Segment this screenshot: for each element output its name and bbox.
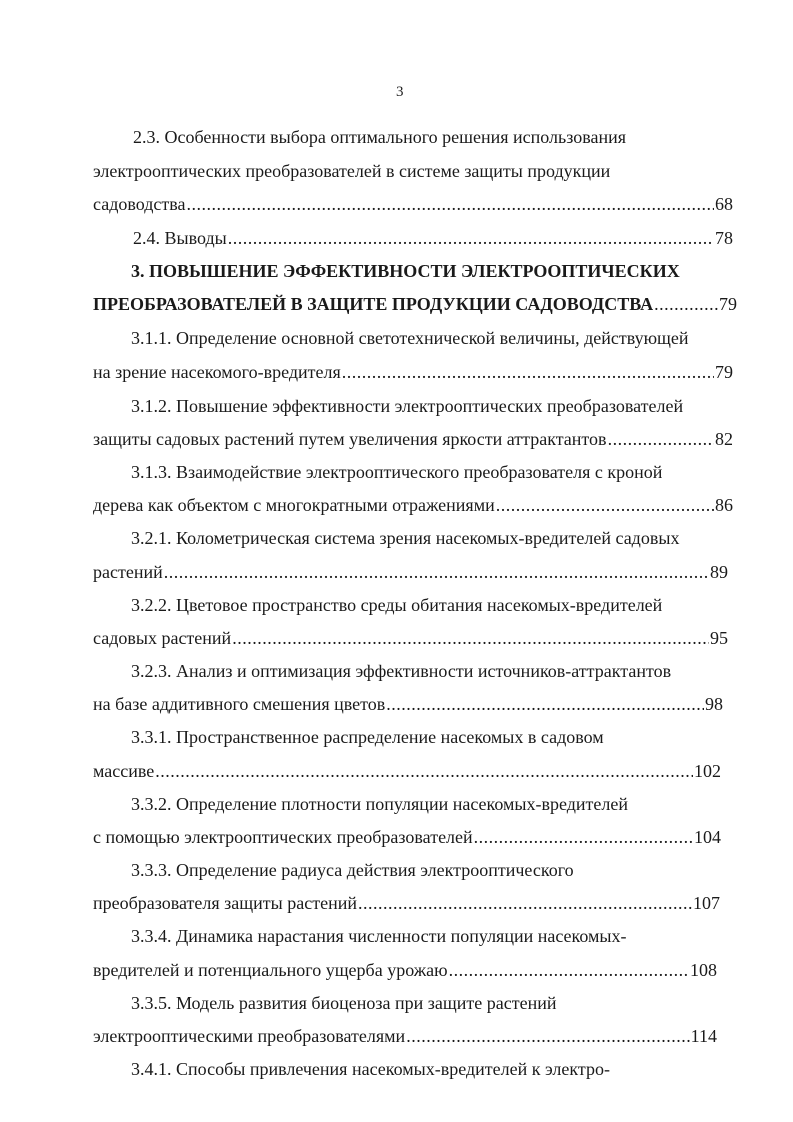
toc-entry-3-3-3-text: преобразователя защиты растений — [93, 893, 357, 913]
toc-entry-3-1-2-line2 — [93, 428, 733, 450]
toc-entry-3-3-5-page: 114 — [690, 1026, 717, 1046]
toc-entry-3-1-1-text: на зрение насекомого-вредителя — [93, 362, 341, 382]
dot-leader — [386, 693, 704, 715]
toc-entry-3-1-1-line2 — [93, 361, 733, 383]
toc-entry-3-2-1-text: растений — [93, 562, 163, 582]
toc-entry-2-3-page: 68 — [715, 194, 733, 214]
toc-entry-3-1-1-page: 79 — [715, 362, 733, 382]
dot-leader — [155, 760, 693, 782]
toc-entry-3-3-4-text: вредителей и потенциального ущерба урожаю — [93, 960, 448, 980]
toc-entry-2-3-line1: 2.3. Особенности выбора оптимального решения использования — [133, 127, 627, 147]
dot-leader — [342, 361, 714, 383]
toc-entry-3-2-3-line1: 3.2.3. Анализ и оптимизация эффективности источников-аттрактантов — [131, 661, 672, 681]
toc-entry-3-3-1-line1: 3.3.1. Пространственное распределение насекомых в садовом — [131, 727, 604, 747]
toc-entry-3-3-4-line1: 3.3.4. Динамика нарастания численности популяции насекомых- — [131, 926, 627, 946]
toc-entry-3-3-4-line2 — [93, 959, 717, 981]
toc-entry-3-1-2-text: защиты садовых растений путем увеличения яркости аттрактантов — [93, 429, 607, 449]
toc-entry-3-1-3-line1: 3.1.3. Взаимодействие электрооптического преобразователя с кроной — [131, 462, 663, 482]
toc-entry-2-3-line3 — [93, 193, 733, 215]
toc-entry-3-3-3-line1: 3.3.3. Определение радиуса действия электрооптического — [131, 860, 574, 880]
toc-entry-3-3-1-line2 — [93, 760, 721, 782]
toc-entry-3-2-1-line1: 3.2.1. Колометрическая система зрения насекомых-вредителей садовых — [131, 528, 680, 548]
toc-entry-3-4-1-line1: 3.4.1. Способы привлечения насекомых-вредителей к электро- — [131, 1059, 610, 1079]
toc-entry-2-4-page: 78 — [715, 228, 733, 248]
toc-entry-2-3-text: садоводства — [93, 194, 186, 214]
chapter-3-heading-text: ПРЕОБРАЗОВАТЕЛЕЙ В ЗАЩИТЕ ПРОДУКЦИИ САДОВОДСТВА — [93, 294, 654, 314]
toc-entry-3-1-2-line1: 3.1.2. Повышение эффективности электрооптических преобразователей — [131, 396, 684, 416]
toc-entry-2-4-text: 2.4. Выводы — [133, 228, 227, 248]
dot-leader — [164, 561, 709, 583]
toc-entry-3-2-1-line2 — [93, 561, 728, 583]
toc-entry-3-2-2-text: садовых растений — [93, 628, 232, 648]
chapter-3-page: 79 — [719, 294, 737, 314]
toc-entry-2-3-line2: электрооптических преобразователей в системе защиты продукции — [93, 161, 611, 181]
toc-entry-3-3-3-line2 — [93, 892, 720, 914]
toc-entry-3-2-3-text: на базе аддитивного смешения цветов — [93, 694, 386, 714]
toc-entry-2-4 — [133, 227, 733, 249]
toc-entry-3-2-2-page: 95 — [710, 628, 728, 648]
toc-entry-3-3-5-text: электрооптическими преобразователями — [93, 1026, 406, 1046]
dot-leader — [474, 826, 693, 848]
toc-entry-3-3-1-text: массиве — [93, 761, 155, 781]
dot-leader — [496, 494, 714, 516]
toc-entry-3-1-3-line2 — [93, 494, 733, 516]
toc-entry-3-3-1-page: 102 — [694, 761, 721, 781]
dot-leader — [358, 892, 692, 914]
toc-entry-3-3-5-line2 — [93, 1025, 717, 1047]
toc-entry-3-1-3-page: 86 — [715, 495, 733, 515]
toc-entry-3-1-1-line1: 3.1.1. Определение основной светотехнической величины, действующей — [131, 328, 689, 348]
dot-leader — [654, 293, 718, 315]
toc-entry-3-3-2-text: с помощью электрооптических преобразователей — [93, 827, 473, 847]
toc-entry-3-3-2-line1: 3.3.2. Определение плотности популяции насекомых-вредителей — [131, 794, 628, 814]
page-number: 3 — [396, 84, 404, 100]
toc-entry-3-1-2-page: 82 — [715, 429, 733, 449]
toc-entry-3-3-5-line1: 3.3.5. Модель развития биоценоза при защите растений — [131, 993, 557, 1013]
toc-entry-3-2-3-line2 — [93, 693, 723, 715]
toc-entry-3-2-2-line2 — [93, 627, 728, 649]
toc-entry-3-2-2-line1: 3.2.2. Цветовое пространство среды обитания насекомых-вредителей — [131, 595, 663, 615]
chapter-3-heading-line1: 3. ПОВЫШЕНИЕ ЭФФЕКТИВНОСТИ ЭЛЕКТРООПТИЧЕСКИХ — [131, 261, 680, 281]
dot-leader — [232, 627, 709, 649]
toc-entry-3-3-2-page: 104 — [694, 827, 721, 847]
dot-leader — [228, 227, 714, 249]
toc-entry-3-3-3-page: 107 — [693, 893, 720, 913]
toc-entry-3-3-4-page: 108 — [690, 960, 717, 980]
dot-leader — [449, 959, 689, 981]
dot-leader — [608, 428, 714, 450]
toc-entry-3-1-3-text: дерева как объектом с многократными отражениями — [93, 495, 495, 515]
toc-entry-3-2-1-page: 89 — [710, 562, 728, 582]
toc-entry-3-3-2-line2 — [93, 826, 721, 848]
dot-leader — [186, 193, 714, 215]
dot-leader — [406, 1025, 689, 1047]
chapter-3-heading-line2 — [93, 293, 737, 315]
toc-entry-3-2-3-page: 98 — [705, 694, 723, 714]
